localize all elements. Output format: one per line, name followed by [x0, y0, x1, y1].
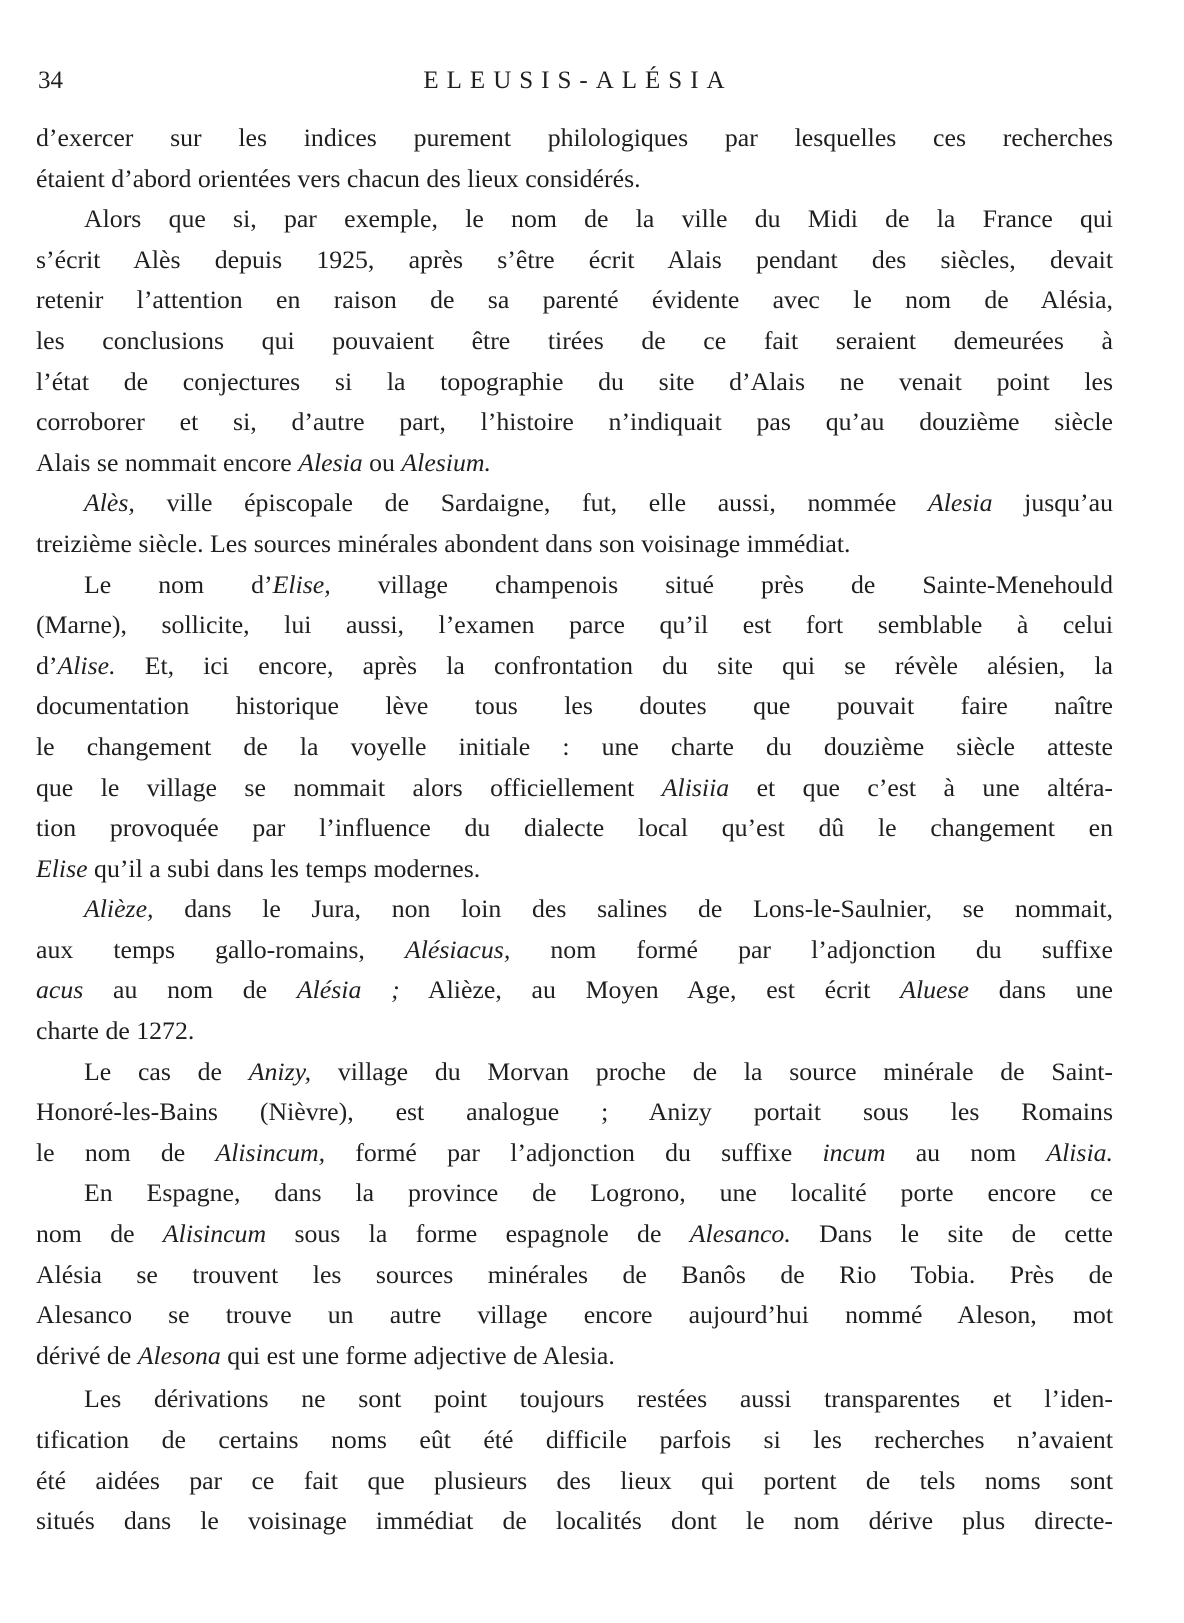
italic-text-segment: Alièze,: [84, 894, 154, 924]
text-line: [36, 1295, 1113, 1336]
page-number: 34: [38, 67, 63, 94]
italic-text-segment: Alise.: [57, 650, 116, 680]
text-segment: dans le Jura, non loin des salines de Lons-le-Saulnier, se nommait,: [153, 894, 1113, 924]
text-segment: Les dérivations ne sont point toujours restées aussi transparentes et l’iden-: [84, 1384, 1113, 1414]
text-segment: d’exercer sur les indices purement philologiques par lesquelles ces recherches: [36, 123, 1113, 152]
italic-text-segment: Anizy,: [248, 1056, 312, 1086]
text-segment: treizième siècle. Les sources minérales abondent dans son voisinage immédiat.: [36, 528, 851, 558]
text-segment: le nom de: [36, 1137, 216, 1167]
body-text: [36, 118, 1113, 1542]
italic-text-segment: Alesona: [137, 1340, 221, 1370]
text-line: [36, 1461, 1113, 1502]
text-segment: En Espagne, dans la province de Logrono, une localité porte encore ce: [84, 1178, 1113, 1208]
text-line: [36, 970, 1113, 1011]
italic-text-segment: Alesia: [927, 488, 993, 518]
text-line: [36, 1214, 1113, 1255]
text-segment: Alesanco se trouve un autre village encore aujourd’hui nommé Aleson, mot: [36, 1300, 1113, 1330]
text-line: [36, 483, 1113, 524]
text-segment: jusqu’au: [992, 488, 1113, 518]
text-line: [36, 1501, 1113, 1542]
text-segment: tification de certains noms eût été difficile parfois si les recherches n’avaient: [36, 1425, 1113, 1454]
running-title: ELEUSIS-ALÉSIA: [423, 67, 733, 94]
text-segment: s’écrit Alès depuis 1925, après s’être écrit Alais pendant des siècles, devait: [36, 244, 1113, 274]
text-segment: l’état de conjectures si la topographie du site d’Alais ne venait point les: [36, 366, 1113, 396]
text-segment: été aidées par ce fait que plusieurs des lieux qui portent de tels noms sont: [36, 1465, 1113, 1495]
text-line: [36, 240, 1113, 281]
text-segment: que le village se nommait alors officiellement: [36, 772, 662, 802]
text-line: [36, 362, 1113, 403]
running-head: [38, 66, 1118, 96]
text-segment: Alièze, au Moyen Age, est écrit: [399, 975, 901, 1005]
text-segment: corroborer et si, d’autre part, l’histoire n’indiquait pas qu’au douzième siècle: [36, 407, 1113, 437]
text-segment: Le cas de: [84, 1056, 249, 1086]
text-segment: le changement de la voyelle initiale : une charte du douzième siècle atteste: [36, 731, 1113, 761]
text-segment: d’: [36, 650, 58, 680]
text-line: [36, 727, 1113, 768]
text-segment: Alais se nommait encore: [36, 447, 299, 477]
text-line: [36, 930, 1113, 971]
text-line: [36, 524, 1113, 565]
text-segment: dérivé de: [36, 1340, 138, 1370]
text-segment: au nom de: [83, 975, 297, 1005]
text-line: [36, 1092, 1113, 1133]
text-segment: village champenois situé près de Sainte-Menehould: [330, 569, 1113, 599]
text-segment: les conclusions qui pouvaient être tirées de ce fait seraient demeurées à: [36, 325, 1113, 355]
text-segment: charte de 1272.: [36, 1016, 195, 1046]
text-line: [36, 321, 1113, 362]
italic-text-segment: incum: [822, 1137, 886, 1167]
text-line: [36, 1379, 1113, 1420]
text-segment: Dans le site de cette: [790, 1219, 1113, 1249]
text-line: [36, 1011, 1113, 1052]
text-line: [36, 280, 1113, 321]
text-segment: dans une: [968, 975, 1113, 1005]
text-line: [36, 118, 1113, 159]
italic-text-segment: Aluese: [900, 975, 969, 1005]
text-segment: village du Morvan proche de la source minérale de Saint-: [311, 1056, 1113, 1086]
text-segment: documentation historique lève tous les doutes que pouvait faire naître: [36, 691, 1113, 721]
text-line: [36, 768, 1113, 809]
italic-text-segment: Alésiacus,: [404, 934, 511, 964]
text-line: [36, 849, 1113, 890]
text-line: [36, 1255, 1113, 1296]
text-line: [36, 1420, 1113, 1461]
text-segment: ou: [362, 447, 402, 477]
text-line: [36, 159, 1113, 200]
italic-text-segment: Alésia ;: [296, 975, 400, 1005]
text-segment: retenir l’attention en raison de sa parenté évidente avec le nom de Alésia,: [36, 285, 1113, 315]
italic-text-segment: Alesium.: [401, 447, 491, 477]
text-segment: Alors que si, par exemple, le nom de la ville du Midi de la France qui: [84, 204, 1113, 234]
italic-text-segment: Alisiia: [661, 772, 730, 802]
italic-text-segment: Alisincum: [162, 1219, 267, 1249]
text-segment: formé par l’adjonction du suffixe: [325, 1137, 823, 1167]
text-segment: situés dans le voisinage immédiat de localités dont le nom dérive plus directe-: [36, 1506, 1113, 1536]
italic-text-segment: Alès,: [84, 488, 135, 518]
text-segment: Honoré-les-Bains (Nièvre), est analogue ; Anizy portait sous les Romains: [36, 1097, 1113, 1127]
text-segment: nom de: [36, 1219, 163, 1249]
text-segment: qu’il a subi dans les temps modernes.: [87, 853, 481, 883]
text-line: [36, 808, 1113, 849]
italic-text-segment: Elise,: [272, 569, 331, 599]
text-line: [36, 1052, 1113, 1093]
text-line: [36, 686, 1113, 727]
italic-text-segment: acus: [36, 975, 84, 1005]
text-segment: étaient d’abord orientées vers chacun des lieux considérés.: [36, 163, 641, 193]
text-segment: sous la forme espagnole de: [266, 1219, 690, 1249]
text-segment: nom formé par l’adjonction du suffixe: [510, 934, 1113, 964]
text-line: [36, 443, 1113, 484]
italic-text-segment: Alesia: [298, 447, 363, 477]
text-segment: ville épiscopale de Sardaigne, fut, elle aussi, nommée: [134, 488, 928, 518]
text-line: [36, 565, 1113, 606]
text-line: [36, 1133, 1113, 1174]
text-segment: Alésia se trouvent les sources minérales de Banôs de Rio Tobia. Près de: [36, 1259, 1113, 1289]
text-line: [36, 646, 1113, 687]
text-segment: qui est une forme adjective de Alesia.: [220, 1340, 615, 1370]
text-line: [36, 402, 1113, 443]
text-line: [36, 605, 1113, 646]
text-segment: au nom: [885, 1137, 1047, 1167]
text-segment: tion provoquée par l’influence du dialecte local qu’est dû le changement en: [36, 813, 1113, 843]
text-segment: aux temps gallo-romains,: [36, 934, 405, 964]
text-line: [36, 889, 1113, 930]
text-line: [36, 1336, 1113, 1377]
italic-text-segment: Elise: [36, 853, 88, 883]
text-line: [36, 1173, 1113, 1214]
italic-text-segment: Alisia.: [1046, 1137, 1113, 1167]
text-segment: (Marne), sollicite, lui aussi, l’examen parce qu’il est fort semblable à celui: [36, 610, 1113, 640]
text-line: [36, 199, 1113, 240]
text-segment: Le nom d’: [84, 569, 273, 599]
text-segment: Et, ici encore, après la confrontation du site qui se révèle alésien, la: [115, 650, 1113, 680]
text-segment: et que c’est à une altéra-: [729, 772, 1113, 802]
italic-text-segment: Alisincum,: [215, 1137, 326, 1167]
italic-text-segment: Alesanco.: [689, 1219, 791, 1249]
